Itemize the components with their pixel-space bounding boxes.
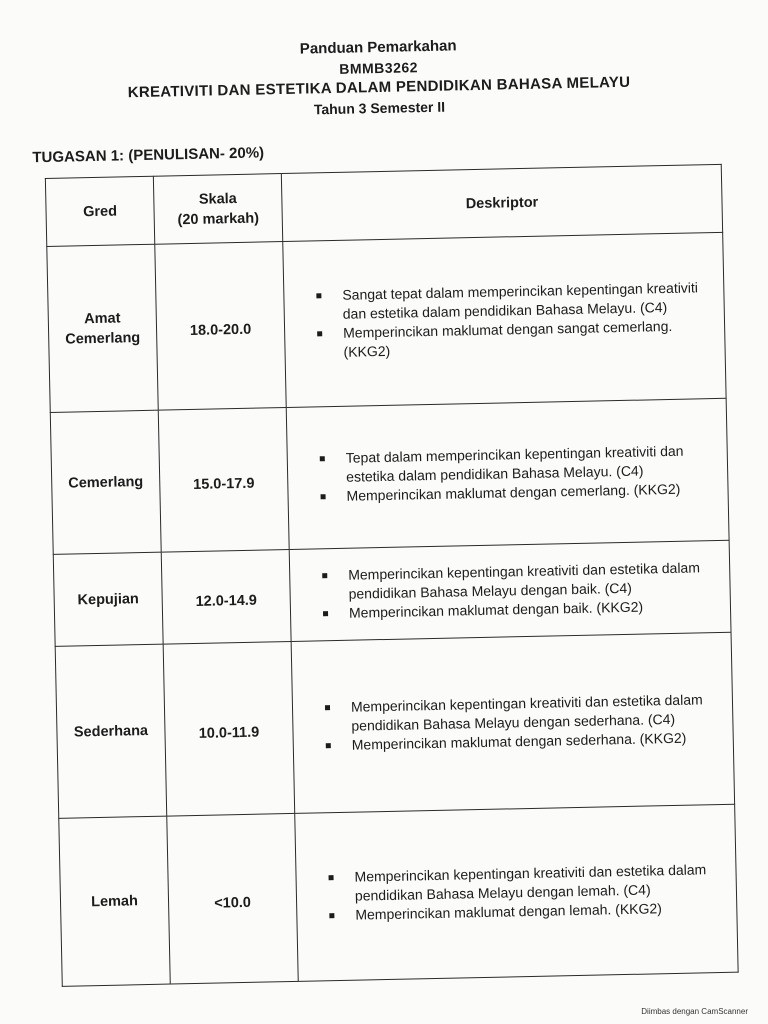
descriptor-item: Sangat tepat dalam memperincikan kepentingan kreativiti dan estetika dalam pendidikan Bahasa Melayu. (C4) <box>314 278 712 324</box>
rubric-table <box>45 164 739 987</box>
table-row <box>47 232 726 412</box>
descriptor-cell <box>289 540 731 641</box>
descriptor-item: Memperincikan kepentingan kreativiti dan estetika dalam pendidikan Bahasa Melayu dengan lemah. (C4) <box>326 860 724 906</box>
descriptor-list <box>318 441 716 506</box>
table-row <box>59 804 738 986</box>
descriptor-item: Memperincikan kepentingan kreativiti dan estetika dalam pendidikan Bahasa Melayu dengan baik. (C4) <box>320 558 718 604</box>
score-range-cell: 12.0-14.9 <box>161 549 291 644</box>
score-range-cell: <10.0 <box>167 813 298 984</box>
header-skala: Skala (20 markah) <box>153 174 282 245</box>
course-code: BMMB3262 <box>339 59 419 77</box>
descriptor-item: Memperincikan maklumat dengan lemah. (KKG2) <box>327 898 724 925</box>
descriptor-cell <box>291 632 735 813</box>
score-range-cell: 10.0-11.9 <box>163 641 295 816</box>
course-name: KREATIVITI DAN ESTETIKA DALAM PENDIDIKAN BAHASA MELAYU <box>127 73 631 102</box>
table-row <box>53 540 731 646</box>
descriptor-cell <box>286 398 729 549</box>
grade-cell: Cemerlang <box>50 410 161 554</box>
header-title: Panduan Pemarkahan <box>299 37 457 58</box>
descriptor-item: Tepat dalam memperincikan kepentingan kreativiti dan estetika dalam pendidikan Bahasa Melayu. (C4) <box>318 441 716 487</box>
score-range-cell: 15.0-17.9 <box>158 408 289 553</box>
grade-cell: Amat Cemerlang <box>47 244 158 412</box>
descriptor-item: Memperincikan maklumat dengan baik. (KKG2) <box>321 596 718 623</box>
document-body <box>28 31 748 987</box>
descriptor-item: Memperincikan maklumat dengan sangat cemerlang. (KKG2) <box>315 316 713 362</box>
descriptor-cell <box>283 232 726 407</box>
descriptor-cell <box>295 804 738 981</box>
descriptor-item: Memperincikan maklumat dengan cemerlang. (KKG2) <box>318 479 715 506</box>
table-row <box>50 398 729 554</box>
scanner-watermark: Diimbas dengan CamScanner <box>641 1007 748 1016</box>
descriptor-item: Memperincikan kepentingan kreativiti dan estetika dalam pendidikan Bahasa Melayu dengan sederhana. (C4) <box>323 690 721 736</box>
grade-cell: Kepujian <box>53 552 163 646</box>
descriptor-item: Memperincikan maklumat dengan sederhana. (KKG2) <box>324 728 721 755</box>
descriptor-list <box>326 860 724 925</box>
year-semester: Tahun 3 Semester II <box>313 98 446 118</box>
task-title: TUGASAN 1: (PENULISAN- 20%) <box>32 144 265 167</box>
descriptor-list <box>314 278 713 362</box>
descriptor-list <box>320 558 718 623</box>
descriptor-list <box>323 690 721 755</box>
grade-cell: Lemah <box>59 816 170 986</box>
table-row <box>55 632 734 818</box>
header-deskriptor: Deskriptor <box>281 164 722 241</box>
grade-cell: Sederhana <box>55 644 167 818</box>
document-header <box>28 31 730 126</box>
score-range-cell: 18.0-20.0 <box>155 242 286 411</box>
header-gred: Gred <box>45 176 154 246</box>
